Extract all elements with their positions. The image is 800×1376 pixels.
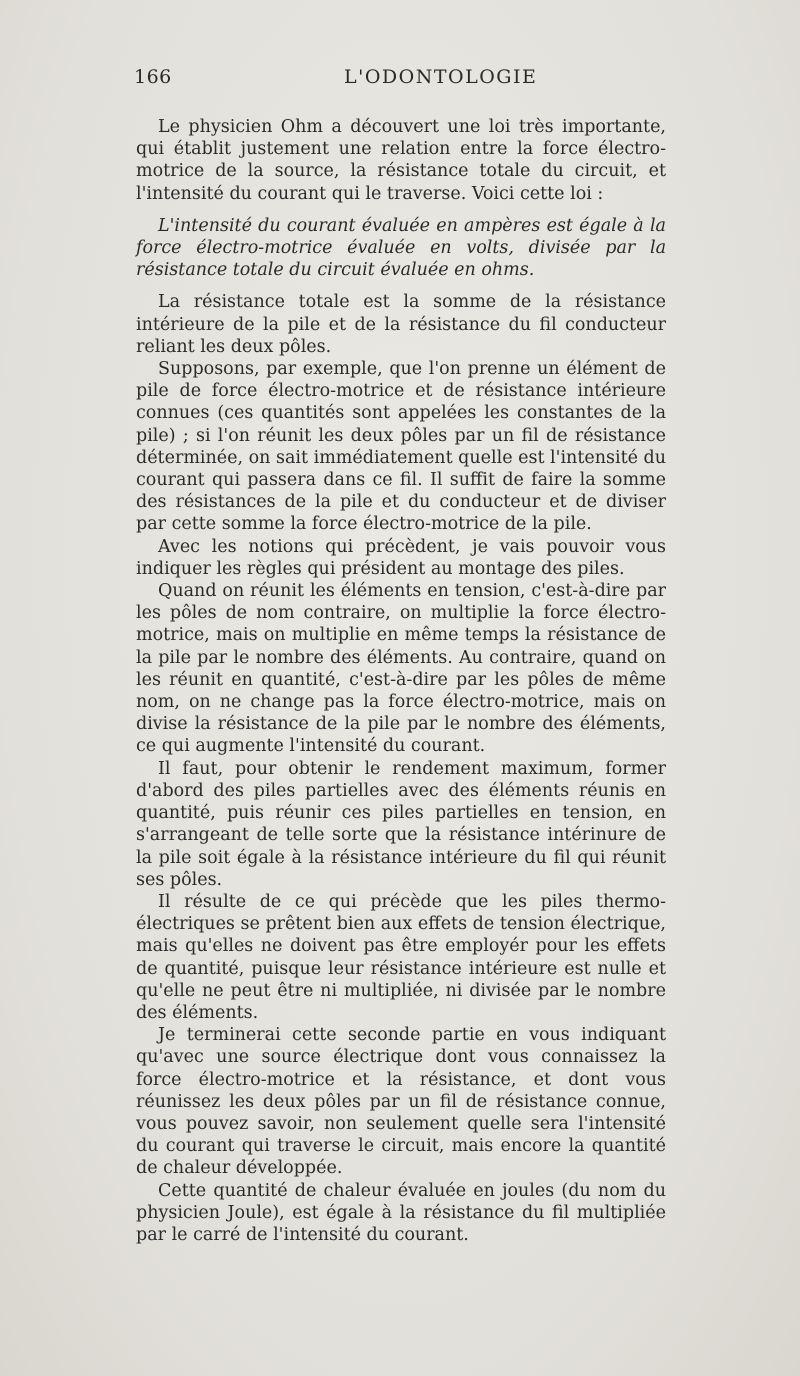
paragraph-joules: Cette quantité de chaleur évaluée en joules (du nom du physicien Joule), est égale à la résistance du fil multipliée par le carré de l'intensité du courant. <box>136 1180 666 1245</box>
page-header <box>134 66 670 94</box>
paragraph-rules: Avec les notions qui précèdent, je vais pouvoir vous indiquer les règles qui président au montage des piles. <box>136 536 666 579</box>
paragraph-maximum-yield: Il faut, pour obtenir le rendement maximum, former d'abord des piles partielles avec des éléments réunis en quantité, puis réunir ces piles partielles en tension, en s'arrangeant de telle sorte que la résistance intérinure de la pile soit égale à la résistance intérieure du fil qui réunit ses pôles. <box>136 758 666 890</box>
paragraph-tension-quantity: Quand on réunit les éléments en tension, c'est-à-dire par les pôles de nom contraire, on multiplie la force électro-motrice, mais on multiplie en même temps la résistance de la pile par le nombre des éléments. Au contraire, quand on les réunit en quantité, c'est-à-dire par les pôles de même nom, on ne change pas la force électro-motrice, mais on divise la résistance de la pile par le nombre des éléments, ce qui augmente l'intensité du courant. <box>136 581 666 757</box>
paragraph-conclusion: Je terminerai cette seconde partie en vous indiquant qu'avec une source électrique dont vous connaissez la force électro-motrice et la résistance, et dont vous réunissez les deux pôles par un fil de résistance connue, vous pouvez savoir, non seulement quelle sera l'intensité du courant qui traverse le circuit, mais encore la quantité de chaleur développée. <box>136 1025 666 1179</box>
page-number: 166 <box>134 66 172 88</box>
paragraph-example: Supposons, par exemple, que l'on prenne un élément de pile de force électro-motrice et de résistance intérieure connues (ces quantités sont appelées les constantes de la pile) ; si l'on réunit les deux pôles par un fil de résistance déterminée, on sait immédiatement quelle est l'intensité du courant qui passera dans ce fil. Il suffit de faire la somme des résistances de la pile et du conducteur et de diviser par cette somme la force électro-motrice de la pile. <box>136 359 666 535</box>
running-head: L'ODONTOLOGIE <box>344 66 538 88</box>
paragraph-ohm-intro: Le physicien Ohm a découvert une loi très importante, qui établit justement une relation entre la force électro-motrice de la source, la résistance totale du circuit, et l'intensité du courant qui le traverse. Voici cette loi : <box>136 117 666 204</box>
paragraph-total-resistance: La résistance totale est la somme de la résistance intérieure de la pile et de la résistance du fil conducteur reliant les deux pôles. <box>136 292 666 357</box>
paragraph-thermo-electric: Il résulte de ce qui précède que les piles thermo-électriques se prêtent bien aux effets de tension électrique, mais qu'elles ne doivent pas être employér pour les effets de quantité, puisque leur résistance intérieure est nulle et qu'elle ne peut être ni multipliée, ni divisée par le nombre des éléments. <box>136 891 666 1023</box>
body-text <box>136 116 666 1246</box>
paragraph-ohm-law: L'intensité du courant évaluée en ampères est égale à la force électro-motrice évaluée en volts, divisée par la résistance totale du circuit évaluée en ohms. <box>136 215 666 281</box>
